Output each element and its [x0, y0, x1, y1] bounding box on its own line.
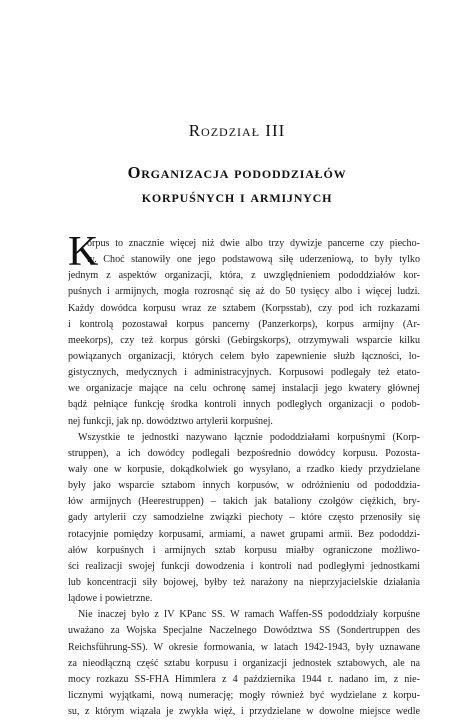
- text-line: Nie inaczej było z IV KPanc SS. W ramach Waffen-SS pododdziały korpuśne: [78, 609, 420, 621]
- text-line: wały one w korpusie, dokądkolwiek go wysyłano, a rzadko kiedy przydzielane: [68, 463, 420, 475]
- chapter-title-line-2: korpuśnych i armijnych: [141, 187, 333, 206]
- text-line: i kontrolą pozostawał korpus pancerny (Panzerkorps), korpus armijny (Ar-: [68, 318, 420, 330]
- chapter-title-line-1: Organizacja pododdziałów: [127, 163, 347, 182]
- text-line: bądź pełniące funkcję środka kontroli innych podległych organizacji o podob-: [68, 399, 420, 411]
- text-line: su, z którym wiązała je zwykła więź, i przydzielane w dowolne miejsce wedle: [68, 706, 420, 718]
- text-line: licznymi wyjątkami, nową numerację; mogły również być wydzielane z korpu-: [68, 689, 420, 701]
- body-text: [68, 236, 420, 720]
- text-line: Wszystkie te jednostki nazywano łącznie pododdziałami korpuśnymi (Korp-: [78, 431, 420, 443]
- text-line: struppen), a ich dowódcy podlegali bezpośrednio dowódcy korpusu. Pozosta-: [68, 447, 420, 459]
- text-line: łów armijnych (Heerestruppen) – takich jak bataliony czołgów ciężkich, bry-: [68, 496, 420, 508]
- chapter-title: [0, 161, 474, 209]
- text-line: Każdy dowódca korpusu wraz ze sztabem (Korpsstab), czy pod ich rozkazami: [68, 302, 420, 314]
- text-line: ty. Choć stanowiły one jego podstawową siłę uderzeniową, to były tylko: [87, 254, 420, 266]
- text-line: uważano za Wojska Specjalne Naczelnego Dowództwa SS (Sondertruppen des: [68, 625, 420, 637]
- text-line: powiązanych organizacji, których celem było zapewnienie służb łączności, lo-: [68, 350, 420, 362]
- text-line: puśnych i armijnych, mogła rozrosnąć się aż do 50 tysięcy albo i więcej ludzi.: [68, 286, 420, 298]
- text-line: za nieodłączną część sztabu korpusu i organizacji jednostek sztabowych, ale na: [68, 657, 420, 669]
- text-line: orpus to znacznie więcej niż dwie albo trzy dywizje pancerne czy piecho-: [87, 238, 420, 249]
- text-line: Reichsführung-SS). W okresie formowania, w latach 1942-1943, były uznawane: [68, 641, 420, 653]
- text-line: lądowe i powietrzne.: [68, 593, 153, 605]
- text-line: mocy rozkazu SS-FHA Himmlera z 4 października 1944 r. nadano im, z nie-: [68, 673, 420, 685]
- text-line: ści realizacji swojej funkcji dowodzenia i kontroli nad podległymi jednostkami: [68, 560, 420, 572]
- text-line: jednym z aspektów organizacji, która, z uwzględnieniem pododdziałów kor-: [68, 270, 420, 282]
- text-line: meekorps), czy też korpus górski (Gebirgskorps), otrzymywali wsparcie kilku: [68, 334, 420, 346]
- text-line: lub koncentracji siły bojowej, byłby też narażony na nieprzyjacielskie działania: [68, 576, 420, 588]
- text-line: nej funkcji, jak np. dowództwo artylerii korpuśnej.: [68, 415, 273, 427]
- text-line: we organizacje mające na celu ochronę samej instalacji jego kwatery głównej: [68, 383, 420, 395]
- chapter-heading: Rozdział III: [188, 121, 286, 140]
- drop-cap: K: [68, 229, 99, 275]
- text-line: były jako wsparcie sztabom innych korpusów, w odróżnieniu od pododdzia-: [68, 480, 420, 492]
- text-line: ałów korpuśnych i armijnych sztab korpusu miałby ograniczone możliwo-: [68, 544, 420, 556]
- text-line: rotacyjnie pomiędzy korpusami, armiami, a nawet grupami armii. Bez pododdzi-: [68, 528, 420, 540]
- text-line: gady artylerii czy samodzielne związki piechoty – które często przenosiły się: [68, 512, 420, 524]
- text-line: gistycznych, medycznych i administracyjnych. Korpusowi podlegały też etato-: [68, 367, 420, 379]
